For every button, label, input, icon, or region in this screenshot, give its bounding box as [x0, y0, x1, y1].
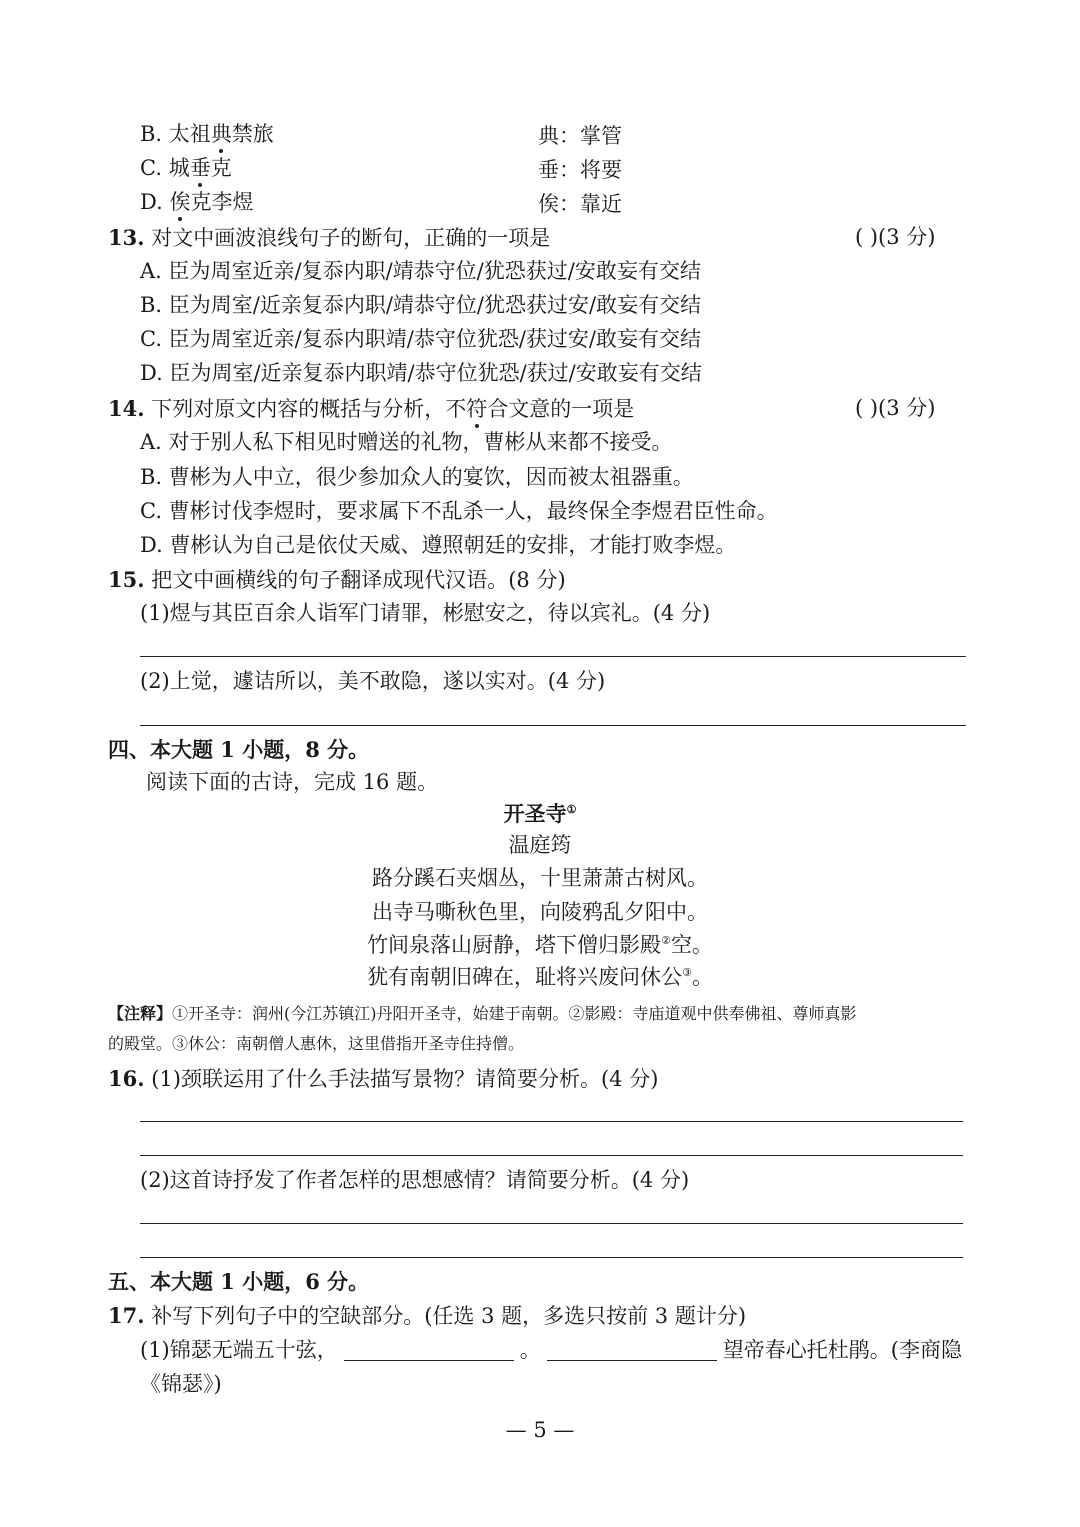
- poem-line-2: 出寺马嘶秋色里，向陵鸦乱夕阳中。: [372, 900, 708, 924]
- q12-option-d: D. 俟克李煜: [140, 190, 254, 214]
- fill-blank[interactable]: [344, 1342, 514, 1361]
- q14-score: ( )(3 分): [855, 396, 936, 420]
- q12-option-b-gloss: 典：掌管: [538, 124, 622, 148]
- q12-option-c: C. 城垂克: [140, 156, 232, 180]
- q15-sub2: (2)上觉，遽诘所以，美不敢隐，遂以实对。(4 分): [140, 669, 606, 693]
- q14-option-a: A. 对于别人私下相见时赠送的礼物，曹彬从来都不接受。: [140, 430, 673, 454]
- q13-option-c: C. 臣为周室近亲/复忝内职靖/恭守位犹恐/获过安/敢妄有交结: [140, 327, 701, 351]
- poem-line-3: 竹间泉落山厨静，塔下僧归影殿②空。: [367, 933, 713, 957]
- poem-notes-cont: 的殿堂。③休公：南朝僧人惠休，这里借指开圣寺住持僧。: [108, 1034, 525, 1053]
- fill-blank[interactable]: [547, 1342, 717, 1361]
- poem-author: 温庭筠: [508, 833, 572, 857]
- q13-option-d: D. 臣为周室/近亲复忝内职靖/恭守位犹恐/获过/安敢妄有交结: [140, 361, 702, 385]
- section-4-heading: 四、本大题 1 小题，8 分。: [108, 737, 370, 762]
- answer-line[interactable]: [140, 1121, 963, 1122]
- poem-line-4: 犹有南朝旧碑在，耻将兴废问休公③。: [367, 965, 713, 989]
- section-5-heading: 五、本大题 1 小题，6 分。: [108, 1269, 370, 1294]
- q13-stem: 13. 对文中画波浪线句子的断句，正确的一项是: [108, 225, 551, 250]
- q15-sub1: (1)煜与其臣百余人诣军门请罪，彬慰安之，待以宾礼。(4 分): [140, 601, 711, 625]
- poem-line-1: 路分蹊石夹烟丛，十里萧萧古树风。: [372, 866, 708, 890]
- q14-stem: 14. 下列对原文内容的概括与分析，不符合文意的一项是: [108, 396, 635, 421]
- q17-sub1: (1)锦瑟无端五十弦， 。 望帝春心托杜鹃。(李商隐: [140, 1338, 962, 1362]
- answer-line[interactable]: [140, 725, 966, 726]
- q12-option-d-gloss: 俟：靠近: [538, 192, 622, 216]
- q17-sub1-source: 《锦瑟》): [140, 1372, 222, 1396]
- poem-notes: 【注释】①开圣寺：润州(今江苏镇江)丹阳开圣寺，始建于南朝。②影殿：寺庙道观中供奉佛祖、尊师真影: [108, 1004, 857, 1023]
- answer-line[interactable]: [140, 656, 966, 657]
- q14-option-b: B. 曹彬为人中立，很少参加众人的宴饮，因而被太祖器重。: [140, 465, 694, 489]
- q13-option-a: A. 臣为周室近亲/复忝内职/靖恭守位/犹恐获过/安敢妄有交结: [140, 259, 701, 283]
- q12-option-c-gloss: 垂：将要: [538, 158, 622, 182]
- q13-option-b: B. 臣为周室/近亲复忝内职/靖恭守位/犹恐获过安/敢妄有交结: [140, 293, 702, 317]
- q16-sub2: (2)这首诗抒发了作者怎样的思想感情？请简要分析。(4 分): [140, 1168, 690, 1192]
- q12-option-b: B. 太祖典禁旅: [140, 122, 274, 146]
- poem-title: 开圣寺①: [503, 801, 577, 826]
- answer-line[interactable]: [140, 1155, 963, 1156]
- answer-line[interactable]: [140, 1223, 963, 1224]
- q15-stem: 15. 把文中画横线的句子翻译成现代汉语。(8 分): [108, 567, 566, 592]
- q16-sub1: 16. (1)颈联运用了什么手法描写景物？请简要分析。(4 分): [108, 1066, 659, 1091]
- poem-intro: 阅读下面的古诗，完成 16 题。: [146, 770, 439, 794]
- answer-line[interactable]: [140, 1257, 963, 1258]
- q14-option-d: D. 曹彬认为自己是依仗天威、遵照朝廷的安排，才能打败李煜。: [140, 533, 737, 557]
- q17-stem: 17. 补写下列句子中的空缺部分。(任选 3 题，多选只按前 3 题计分): [108, 1303, 747, 1328]
- q13-score: ( )(3 分): [855, 225, 936, 249]
- page-number: — 5 —: [505, 1418, 575, 1442]
- q14-option-c: C. 曹彬讨伐李煜时，要求属下不乱杀一人，最终保全李煜君臣性命。: [140, 499, 778, 523]
